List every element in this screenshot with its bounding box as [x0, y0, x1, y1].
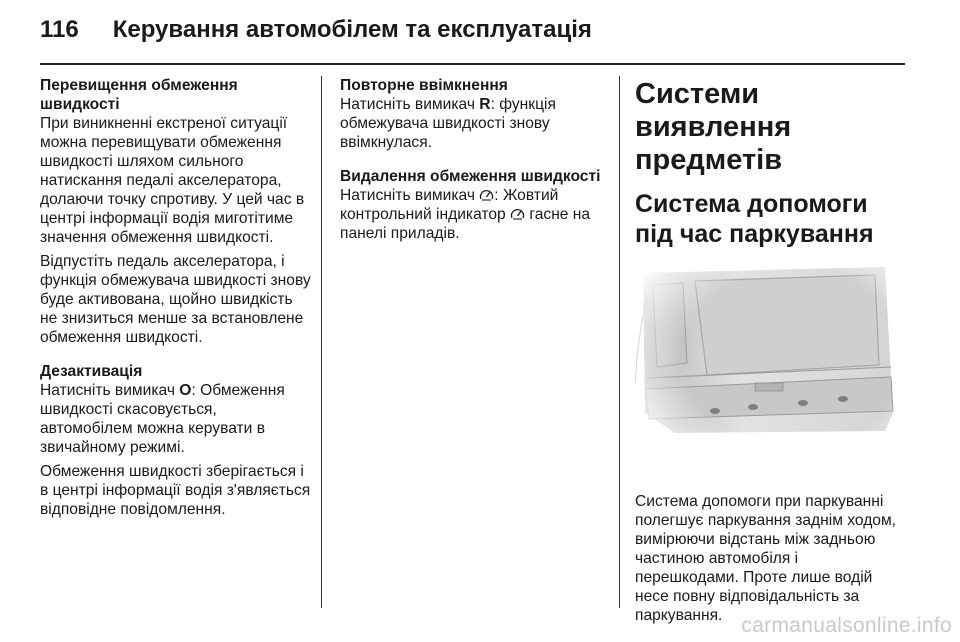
- heading-delete-limit: Видалення обмеження швидкості: [340, 168, 601, 185]
- switch-o-symbol: O: [179, 382, 192, 399]
- paragraph-parking-assist: Система допомоги при паркуванні полегшує паркування заднім ходом, вимірюючи відстань між задньою частиною автомобіля і перешкодами. Проте лише водій несе повну відповідальність за паркування.: [635, 493, 897, 624]
- heading-reactivation: Повторне ввімкнення: [340, 77, 508, 94]
- paragraph-reactivation: Натисніть вимикач R: функція обмежувача швидкості знову ввімкнулася.: [340, 96, 556, 151]
- heading-deactivation: Дезактивація: [40, 363, 143, 380]
- section-title: Системи виявлення предметів: [635, 78, 792, 176]
- column-divider-1: [321, 76, 322, 608]
- column-2: [340, 76, 612, 248]
- page-header: [40, 10, 592, 50]
- column-1: [40, 76, 312, 524]
- page-title: Керування автомобілем та експлуатація: [112, 16, 592, 43]
- paragraph-release-pedal: Відпустіть педаль акселератора, і функція обмежувача швидкості знову буде активована, щойно швидкість не знизиться менше за встановлене обмеження швидкості.: [40, 253, 311, 346]
- speed-limiter-icon: [479, 188, 494, 201]
- column-3: [635, 76, 905, 630]
- rear-vehicle-illustration: [635, 263, 897, 473]
- header-rule: [40, 63, 905, 65]
- watermark: carmanualsonline.info: [741, 614, 952, 637]
- speed-limiter-indicator-icon: [510, 207, 525, 220]
- page-number: 116: [40, 16, 79, 43]
- heading-overspeed: Перевищення обмеження швидкості: [40, 77, 238, 113]
- paragraph-deactivation: Натисніть вимикач O: Обмеження швидкості скасовується, автомобілем можна керувати в звичайному режимі.: [40, 382, 285, 456]
- column-divider-2: [619, 76, 620, 608]
- switch-r-symbol: R: [479, 96, 491, 113]
- paragraph-stored: Обмеження швидкості зберігається і в центрі інформації водія з'являється відповідне повідомлення.: [40, 463, 311, 518]
- paragraph-delete-limit: Натисніть вимикач : Жовтий контрольний індикатор гасне на панелі приладів.: [340, 187, 591, 242]
- section-subtitle: Система допомоги під час паркування: [635, 190, 874, 248]
- paragraph-overspeed: При виникненні екстреної ситуації можна перевищувати обмеження швидкості шляхом сильного натискання педалі акселератора, долаючи точку спротиву. У цей час в центрі інформації водія миготітиме значення обмеження швидкості.: [40, 115, 305, 246]
